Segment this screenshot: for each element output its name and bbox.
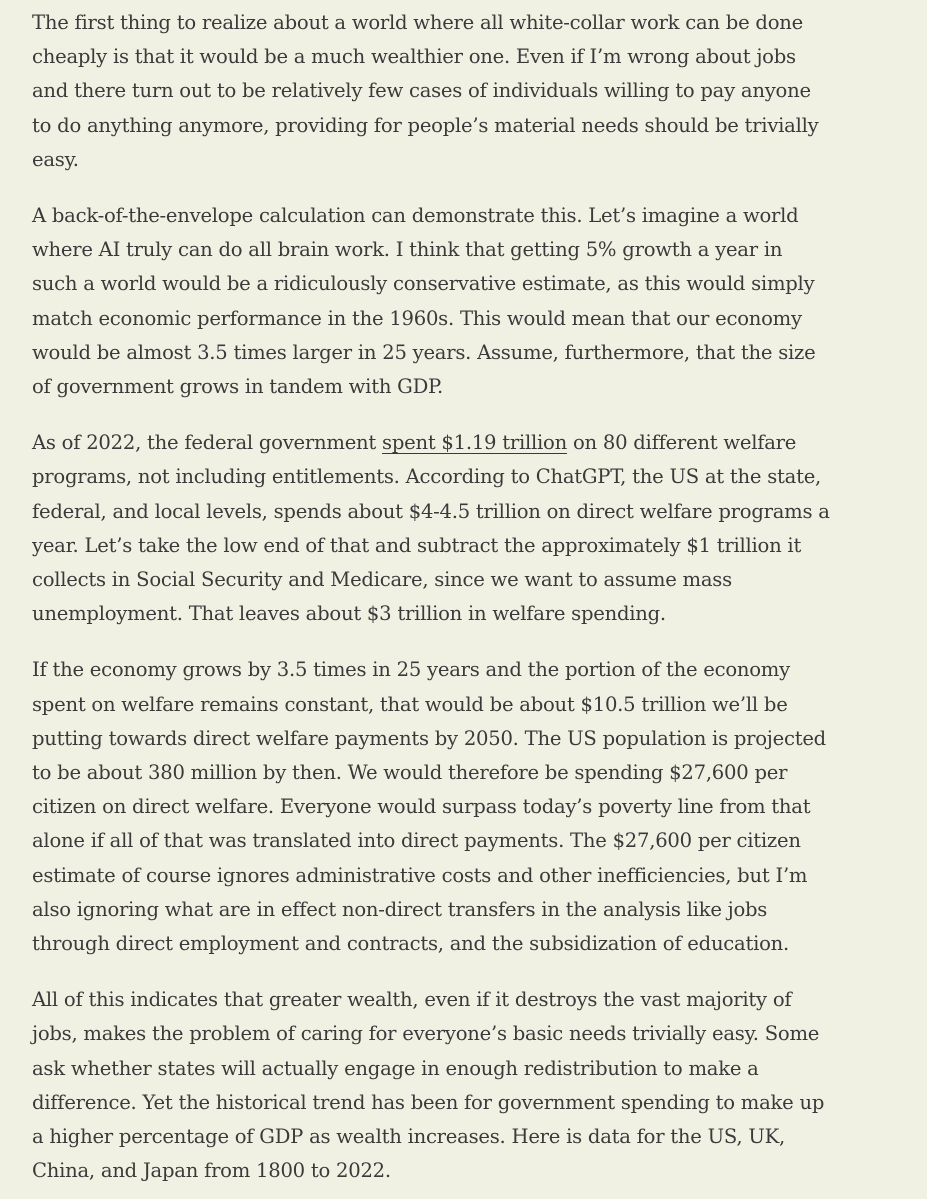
text-line: through direct employment and contracts, and the subsidization of education. xyxy=(32,932,790,956)
paragraph-1 xyxy=(32,6,882,177)
text-line: estimate of course ignores administrative costs and other inefficiencies, but I’m xyxy=(32,863,808,887)
text-line: All of this indicates that greater wealth, even if it destroys the vast majority of xyxy=(32,988,792,1012)
text-line: would be almost 3.5 times larger in 25 years. Assume, furthermore, that the size xyxy=(32,340,816,364)
text-line: where AI truly can do all brain work. I think that getting 5% growth a year in xyxy=(32,238,783,262)
text-line: also ignoring what are in effect non-direct transfers in the analysis like jobs xyxy=(32,897,768,921)
text-line: a higher percentage of GDP as wealth increases. Here is data for the US, UK, xyxy=(32,1125,785,1149)
text-line: The first thing to realize about a world where all white-collar work can be done xyxy=(32,11,803,34)
text-line xyxy=(32,426,882,460)
text-line: and there turn out to be relatively few cases of individuals willing to pay anyone xyxy=(32,79,811,103)
text-line: putting towards direct welfare payments by 2050. The US population is projected xyxy=(32,726,826,750)
paragraph-3 xyxy=(32,426,882,631)
text-line: spent on welfare remains constant, that would be about $10.5 trillion we’ll be xyxy=(32,692,788,716)
text-line: ask whether states will actually engage in enough redistribution to make a xyxy=(32,1056,759,1080)
spending-source-link[interactable]: spent $1.19 trillion xyxy=(382,431,567,455)
text-line: federal, and local levels, spends about $4-4.5 trillion on direct welfare programs a xyxy=(32,499,830,523)
text-line: match economic performance in the 1960s. This would mean that our economy xyxy=(32,306,802,330)
text-line: jobs, makes the problem of caring for everyone’s basic needs trivially easy. Some xyxy=(32,1022,820,1046)
text-line: easy. xyxy=(32,147,79,171)
text-line: If the economy grows by 3.5 times in 25 years and the portion of the economy xyxy=(32,658,790,682)
text-segment: on 80 different welfare xyxy=(566,431,797,455)
text-line: programs, not including entitlements. According to ChatGPT, the US at the state, xyxy=(32,465,822,489)
text-line: of government grows in tandem with GDP. xyxy=(32,375,443,399)
text-segment: As of 2022, the federal government xyxy=(32,431,383,455)
text-line: A back-of-the-envelope calculation can demonstrate this. Let’s imagine a world xyxy=(32,204,799,228)
text-line: alone if all of that was translated into direct payments. The $27,600 per citizen xyxy=(32,829,801,853)
text-line: difference. Yet the historical trend has been for government spending to make up xyxy=(32,1090,825,1114)
paragraph-4 xyxy=(32,653,882,961)
text-line: cheaply is that it would be a much wealthier one. Even if I’m wrong about jobs xyxy=(32,45,796,69)
text-line: such a world would be a ridiculously conservative estimate, as this would simply xyxy=(32,272,815,296)
text-line: to be about 380 million by then. We would therefore be spending $27,600 per xyxy=(32,761,788,785)
text-line: China, and Japan from 1800 to 2022. xyxy=(32,1159,391,1183)
text-line: citizen on direct welfare. Everyone would surpass today’s poverty line from that xyxy=(32,795,811,819)
paragraph-5 xyxy=(32,983,882,1188)
text-line: unemployment. That leaves about $3 trillion in welfare spending. xyxy=(32,602,666,626)
text-line: year. Let’s take the low end of that and subtract the approximately $1 trillion it xyxy=(32,533,802,557)
text-line: to do anything anymore, providing for people’s material needs should be trivially xyxy=(32,113,819,137)
text-line: collects in Social Security and Medicare, since we want to assume mass xyxy=(32,568,732,592)
paragraph-2 xyxy=(32,199,882,404)
